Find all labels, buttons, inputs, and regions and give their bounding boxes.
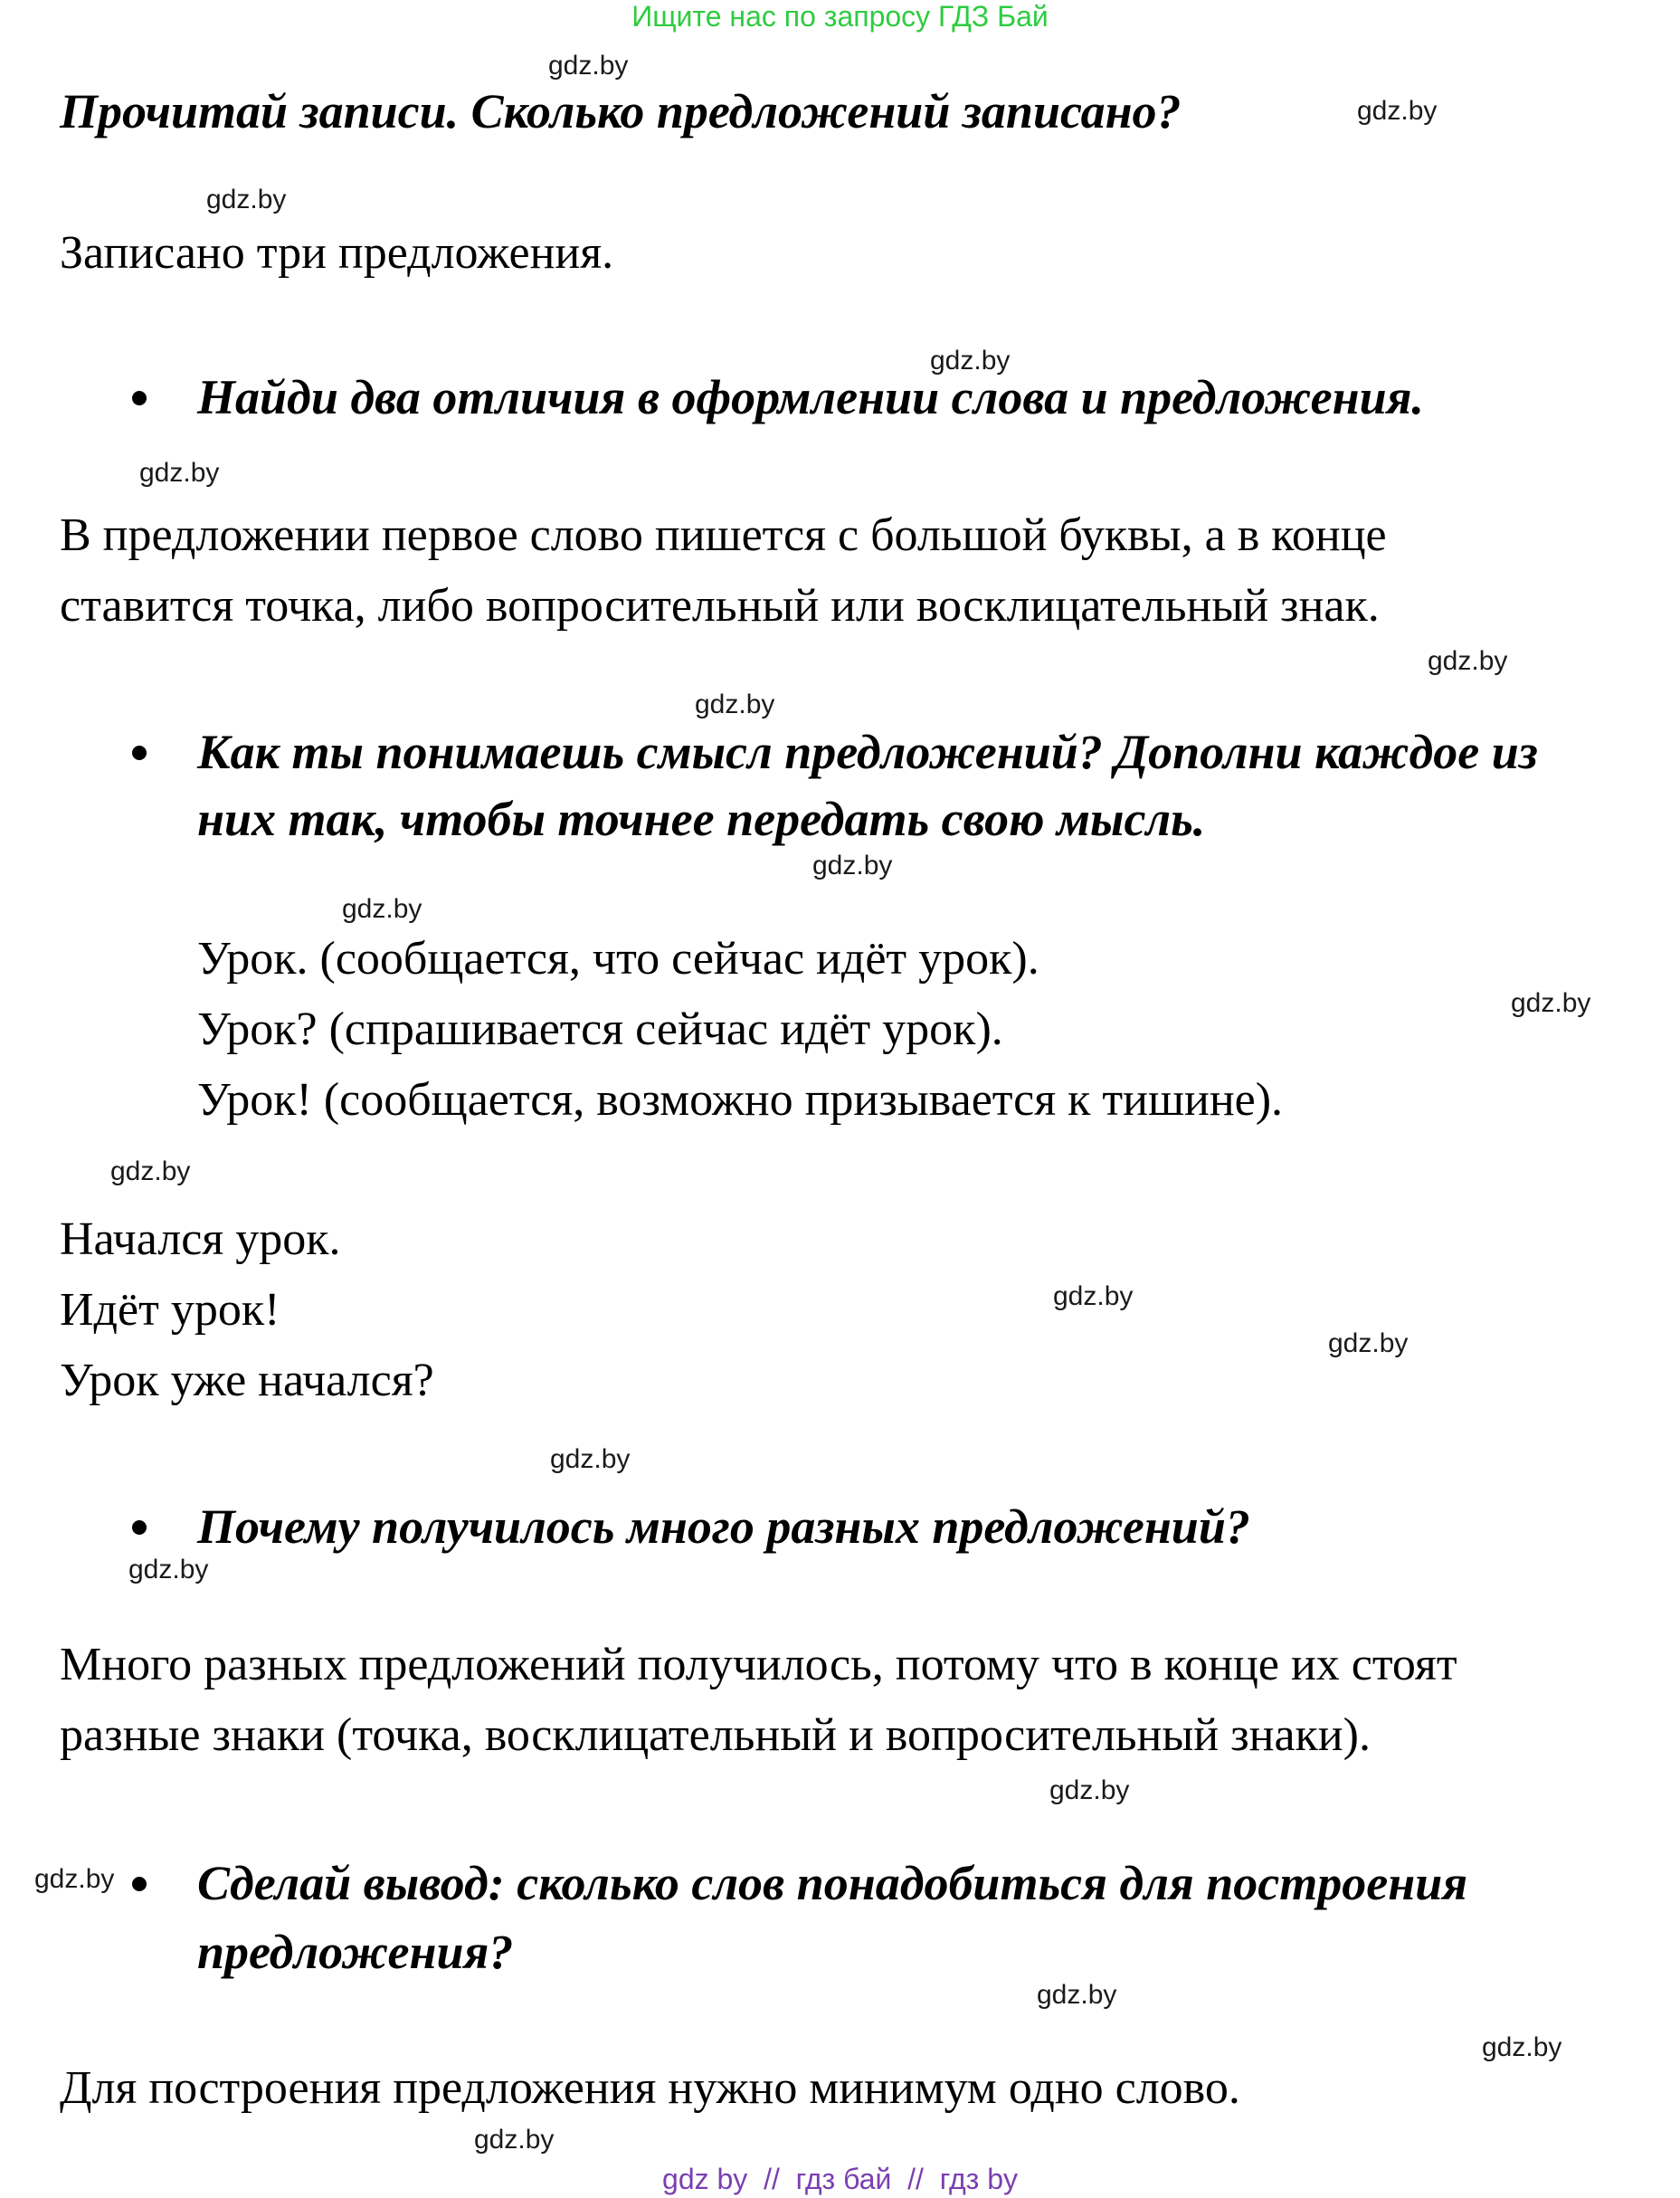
watermark: gdz.by — [1037, 1980, 1117, 2010]
watermark: gdz.by — [1049, 1775, 1130, 1805]
bullet — [132, 746, 147, 760]
question-5-line-1: Сделай вывод: сколько слов понадобиться для построения — [197, 1856, 1468, 1910]
watermark: gdz.by — [128, 1555, 209, 1584]
watermark: gdz.by — [1357, 96, 1438, 126]
watermark: gdz.by — [930, 346, 1011, 376]
answer-3-line-3: Урок! (сообщается, возможно призывается к тишине). — [197, 1074, 1284, 1126]
answer-1: Записано три предложения. — [60, 227, 614, 279]
watermark: gdz.by — [548, 51, 629, 81]
question-3-line-2: них так, чтобы точнее передать свою мысль. — [197, 792, 1206, 846]
answer-2-line-1: В предложении первое слово пишется с большой буквы, а в конце — [60, 509, 1387, 561]
watermark: gdz.by — [1053, 1281, 1134, 1311]
watermark: gdz.by — [206, 185, 287, 214]
answer-4-line-1: Много разных предложений получилось, потому что в конце их стоят — [60, 1639, 1457, 1690]
watermark: gdz.by — [1511, 988, 1591, 1018]
watermark: gdz.by — [550, 1444, 631, 1474]
watermark: gdz.by — [34, 1864, 115, 1894]
answer-3-line-1: Урок. (сообщается, что сейчас идёт урок). — [197, 933, 1039, 985]
watermark: gdz.by — [1328, 1328, 1409, 1358]
example-2: Идёт урок! — [60, 1284, 280, 1336]
bullet — [132, 1877, 147, 1891]
answer-4-line-2: разные знаки (точка, восклицательный и вопросительный знаки). — [60, 1709, 1371, 1761]
answer-3-line-2: Урок? (спрашивается сейчас идёт урок). — [197, 1004, 1003, 1055]
watermark: gdz.by — [474, 2125, 555, 2155]
bullet — [132, 1520, 147, 1535]
watermark: gdz.by — [139, 458, 220, 488]
footer-links[interactable]: gdz by // гдз бай // гдз by — [662, 2163, 1018, 2195]
question-4: Почему получилось много разных предложений? — [197, 1499, 1250, 1554]
watermark: gdz.by — [695, 690, 775, 719]
answer-2-line-2: ставится точка, либо вопросительный или восклицательный знак. — [60, 580, 1380, 632]
watermark: gdz.by — [812, 851, 893, 880]
top-banner[interactable]: Ищите нас по запросу ГДЗ Бай — [631, 0, 1049, 33]
bullet — [132, 391, 147, 405]
question-5-line-2: предложения? — [197, 1925, 514, 1979]
example-3: Урок уже начался? — [60, 1355, 434, 1406]
watermark: gdz.by — [1428, 646, 1508, 676]
watermark: gdz.by — [110, 1156, 191, 1186]
question-2: Найди два отличия в оформлении слова и предложения. — [197, 370, 1424, 424]
answer-5: Для построения предложения нужно минимум одно слово. — [60, 2062, 1240, 2114]
question-3-line-1: Как ты понимаешь смысл предложений? Дополни каждое из — [197, 725, 1538, 779]
question-1: Прочитай записи. Сколько предложений записано? — [60, 84, 1182, 138]
watermark: gdz.by — [1482, 2032, 1562, 2062]
example-1: Начался урок. — [60, 1213, 341, 1265]
watermark: gdz.by — [342, 894, 422, 924]
